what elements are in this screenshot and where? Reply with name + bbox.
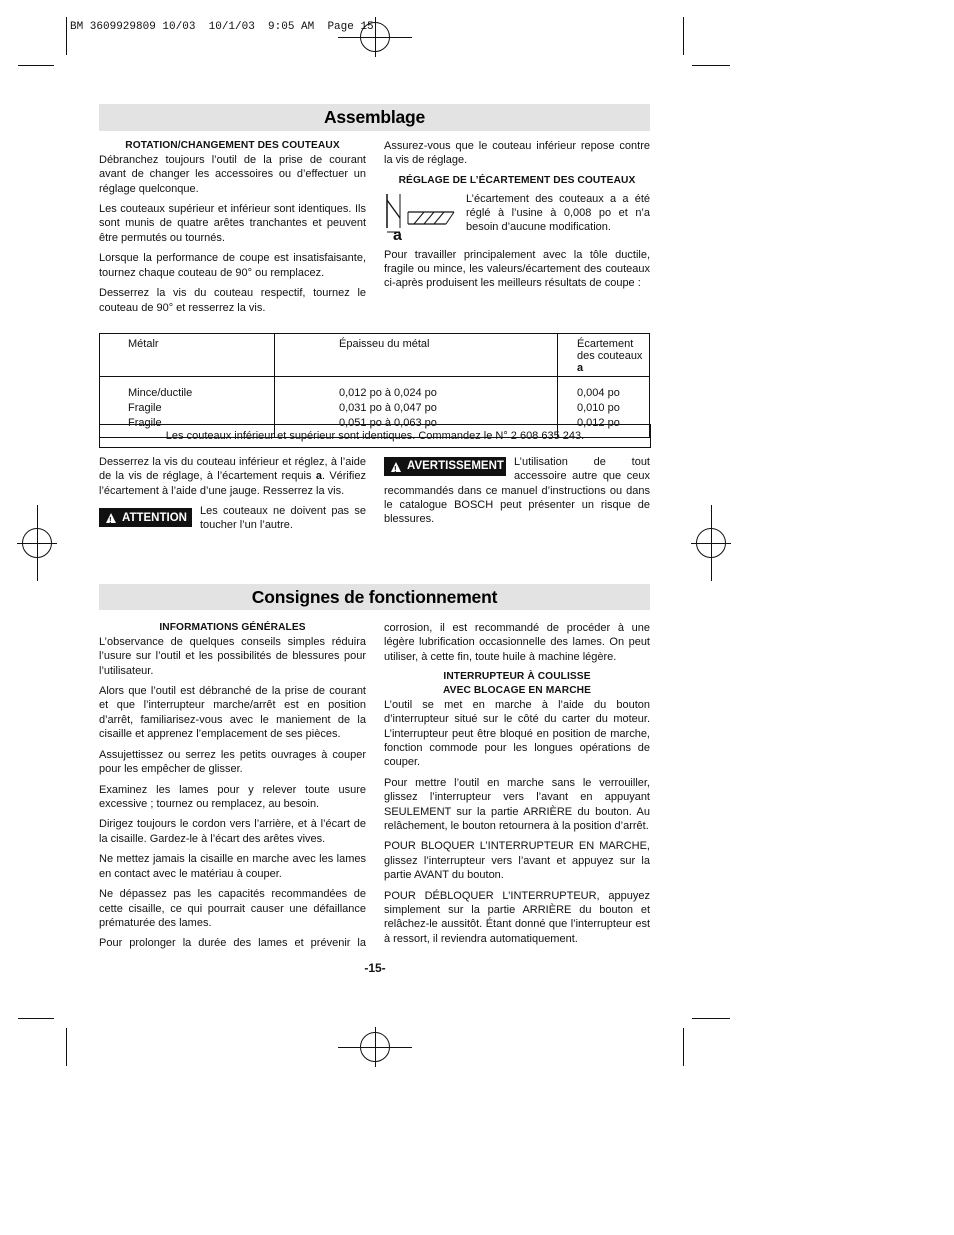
metal-value: Mince/ductile	[128, 387, 193, 399]
paragraph: POUR BLOQUER L’INTERRUPTEUR EN MARCHE, glissez l’interrupteur vers l’avant et appuyez sur la partie AVANT du bouton.	[384, 840, 650, 882]
gap-spec-table	[99, 333, 650, 438]
header-gap-a: a	[577, 362, 584, 374]
warning-label: AVERTISSEMENT	[407, 460, 504, 473]
paragraph: Alors que l’outil est débranché de la prise de courant et que l’interrupteur marche/arrêt est en position d’arrêt, familiarisez-vous avec le maniement de la cisaille et apprenez l’emplacement de ses pièces.	[99, 685, 366, 741]
adjust-text: Desserrez la vis du couteau inférieur et réglez, à l’aide de la vis de réglage, à l’écartement requis	[99, 456, 366, 483]
paragraph: L’observance de quelques conseils simples réduira l’usure sur l’outil et les possibilités de blessures pour l’utilisateur.	[99, 636, 366, 677]
gap-figure-block	[384, 192, 650, 244]
order-note: Les couteaux inférieur et supérieur sont identiques. Commandez le N° 2 608 635 243.	[99, 424, 651, 448]
consignes-left-column	[99, 621, 366, 957]
gap-value: 0,012 po	[577, 417, 620, 429]
page-number: -15-	[364, 961, 386, 975]
warning-text: L’utilisation de tout accessoire autre que ceux recommandés dans ce manuel d’instructions ou dans le catalogue BOSCH peut présenter un risque de blessures.	[384, 456, 650, 526]
paragraph: Lorsque la performance de coupe est insatisfaisante, tournez chaque couteau de 90° ou remplacez.	[99, 252, 366, 279]
gap-value: 0,004 po	[577, 387, 620, 399]
paragraph: POUR DÉBLOQUER L’INTERRUPTEUR, appuyez simplement sur la partie ARRIÈRE du bouton et relâchez-le aussitôt. Étant donné que l’interrupteur est à ressort, il reviendra automatiquement.	[384, 889, 650, 945]
paragraph: Ne dépassez pas les capacités recommandées de cette cisaille, ce qui pourrait causer une défaillance prématurée des lames.	[99, 888, 366, 929]
paragraph: Débranchez toujours l’outil de la prise de courant avant de changer les accessoires ou d’effectuer un réglage quelconque.	[99, 154, 366, 195]
paragraph: Dirigez toujours le cordon vers l’arrière, et à l’écart de la cisaille. Gardez-le à l’écart des arêtes vives.	[99, 818, 366, 845]
rotation-heading: ROTATION/CHANGEMENT DES COUTEAUX	[125, 140, 340, 151]
attention-label: ATTENTION	[122, 511, 187, 524]
switch-heading: INTERRUPTEUR À COULISSE AVEC BLOCAGE EN MARCHE	[442, 671, 592, 697]
consignes-right-column	[384, 621, 650, 952]
section-title-assemblage: Assemblage	[99, 104, 650, 131]
warning-triangle-icon	[391, 462, 401, 472]
assemblage-left-column	[99, 139, 366, 321]
paragraph: Examinez les lames pour y relever toute usure excessive ; tournez ou remplacez, au besoin.	[99, 783, 366, 810]
assemblage-right-column	[384, 139, 650, 297]
adjust-block	[99, 455, 366, 533]
metal-value: Fragile	[128, 402, 162, 414]
adjust-paragraph	[99, 455, 366, 498]
paragraph: Ne mettez jamais la cisaille en marche avec les lames en contact avec le matériau à couper.	[99, 853, 366, 880]
attention-text: Les couteaux ne doivent pas se toucher l’un l’autre.	[200, 505, 366, 532]
paragraph: Les couteaux supérieur et inférieur sont identiques. Ils sont munis de quatre arêtes tranchantes et peuvent être permutés ou tournés.	[99, 203, 366, 244]
gap-value: 0,010 po	[577, 402, 620, 414]
paragraph: Pour prolonger la durée des lames et prévenir la	[99, 937, 366, 950]
header-metal: Métalr	[100, 334, 275, 377]
thickness-value: 0,051 po à 0,063 po	[339, 417, 437, 429]
paragraph: Pour travailler principalement avec la tôle ductile, fragile ou mince, les valeurs/écartement des couteaux ci-après produisent les meilleurs résultats de coupe :	[384, 248, 650, 290]
adjust-text-end: . Vérifiez l’écartement à l’aide d’une jauge. Resserrez la vis.	[99, 470, 366, 497]
info-heading: INFORMATIONS GÉNÉRALES	[159, 622, 306, 633]
warning-badge	[384, 457, 506, 476]
print-slug: BM 3609929809 10/03 10/1/03 9:05 AM Page 15	[70, 21, 374, 33]
gap-label-a: a	[393, 226, 402, 244]
gap-heading: RÉGLAGE DE L’ÉCARTEMENT DES COUTEAUX	[398, 174, 636, 186]
header-thickness: Épaisseu du métal	[275, 334, 558, 377]
paragraph: Assujettissez ou serrez les petits ouvrages à couper pour les empêcher de glisser.	[99, 748, 366, 775]
table-header-row	[100, 334, 650, 377]
warning-triangle-icon	[106, 513, 116, 523]
gap-text: L’écartement des couteaux a a été réglé à l’usine à 0,008 po et n’a besoin d’aucune modification.	[466, 192, 650, 234]
paragraph: Desserrez la vis du couteau respectif, tournez le couteau de 90° et resserrez la vis.	[99, 287, 366, 314]
thickness-value: 0,012 po à 0,024 po	[339, 387, 437, 399]
thickness-value: 0,031 po à 0,047 po	[339, 402, 437, 414]
attention-badge	[99, 508, 192, 527]
paragraph: corrosion, il est recommandé de procéder à une légère lubrification occasionnelle des lames. On peut utiliser, à cette fin, toute huile à machine légère.	[384, 622, 650, 663]
header-gap	[558, 334, 650, 377]
metal-value: Fragile	[128, 417, 162, 429]
warning-block	[384, 455, 650, 533]
adjust-text-a: a	[315, 470, 322, 483]
paragraph: Assurez-vous que le couteau inférieur repose contre la vis de réglage.	[384, 140, 650, 167]
header-gap-text: Écartement des couteaux	[577, 338, 643, 362]
paragraph: Pour mettre l’outil en marche sans le verrouiller, glissez l’interrupteur vers l’avant en appuyant SEULEMENT sur la partie ARRIÈRE du bouton. Au relâchement, le bouton retournera à la position d’arrêt.	[384, 776, 650, 832]
section-title-consignes: Consignes de fonctionnement	[99, 584, 650, 610]
attention-block	[99, 504, 366, 533]
paragraph: L’outil se met en marche à l’aide du bouton d’interrupteur situé sur le côté du carter du moteur. L’interrupteur peut être bloqué en position de marche, fonction commode pour les longues opérations de couper.	[384, 699, 650, 769]
